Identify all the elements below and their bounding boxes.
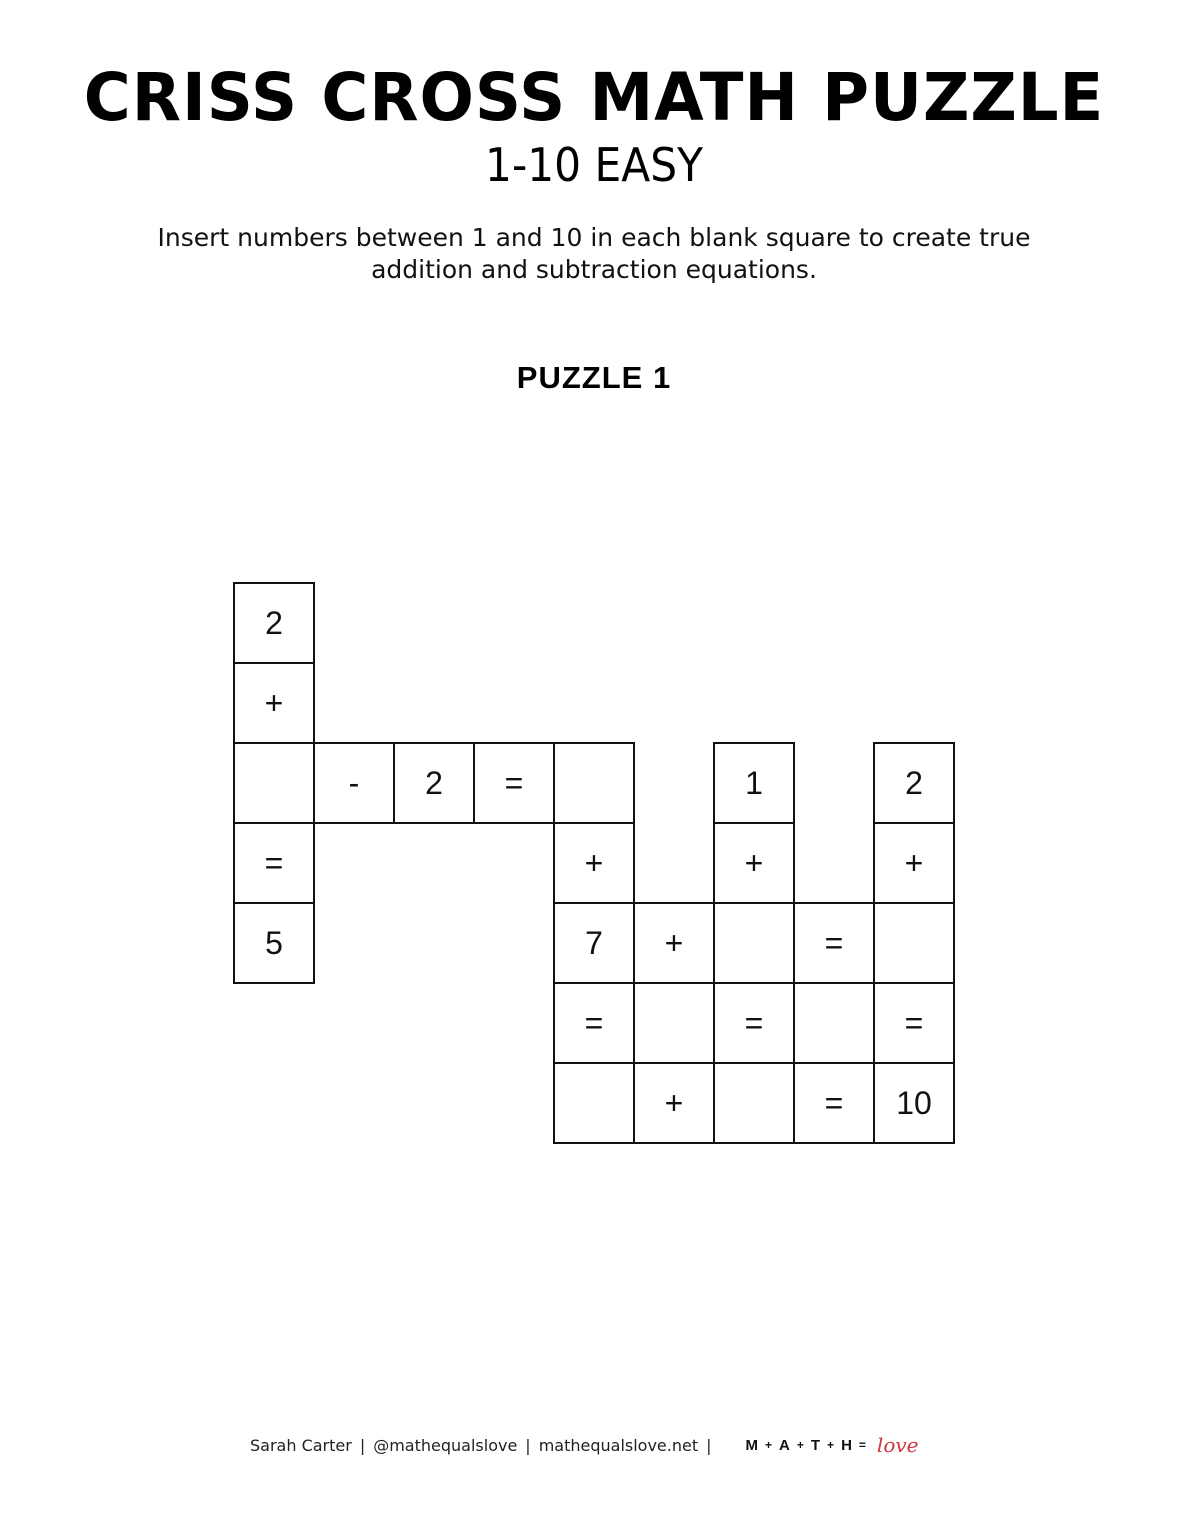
social-handle: @mathequalslove bbox=[373, 1435, 518, 1455]
blank-answer-cell-r4-c8[interactable] bbox=[873, 902, 955, 984]
given-number-cell-r4-c0: 5 bbox=[233, 902, 315, 984]
empty-cell-r5-c7 bbox=[793, 982, 875, 1064]
logo-plus: + bbox=[796, 1438, 805, 1452]
page-title: CRISS CROSS MATH PUZZLE bbox=[83, 59, 1105, 136]
logo-equals: = bbox=[858, 1438, 867, 1452]
given-number-cell-r6-c8: 10 bbox=[873, 1062, 955, 1144]
operator-cell-r4-c5: + bbox=[633, 902, 715, 984]
given-number-cell-r2-c8: 2 bbox=[873, 742, 955, 824]
footer bbox=[250, 1432, 919, 1458]
operator-cell-r3-c0: = bbox=[233, 822, 315, 904]
operator-cell-r2-c3: = bbox=[473, 742, 555, 824]
operator-cell-r2-c1: - bbox=[313, 742, 395, 824]
empty-cell-r5-c5 bbox=[633, 982, 715, 1064]
blank-answer-cell-r6-c6[interactable] bbox=[713, 1062, 795, 1144]
given-number-cell-r2-c2: 2 bbox=[393, 742, 475, 824]
page-subtitle: 1-10 EASY bbox=[485, 138, 703, 192]
logo-letter-h: H bbox=[841, 1436, 853, 1454]
operator-cell-r1-c0: + bbox=[233, 662, 315, 744]
operator-cell-r6-c5: + bbox=[633, 1062, 715, 1144]
footer-separator: | bbox=[706, 1435, 712, 1455]
operator-cell-r3-c8: + bbox=[873, 822, 955, 904]
math-equals-love-logo bbox=[746, 1433, 919, 1457]
operator-cell-r6-c7: = bbox=[793, 1062, 875, 1144]
logo-letter-a: A bbox=[779, 1436, 791, 1454]
blank-answer-cell-r2-c0[interactable] bbox=[233, 742, 315, 824]
operator-cell-r5-c6: = bbox=[713, 982, 795, 1064]
blank-answer-cell-r4-c6[interactable] bbox=[713, 902, 795, 984]
blank-answer-cell-r2-c4[interactable] bbox=[553, 742, 635, 824]
footer-separator: | bbox=[525, 1435, 531, 1455]
operator-cell-r3-c4: + bbox=[553, 822, 635, 904]
given-number-cell-r4-c4: 7 bbox=[553, 902, 635, 984]
operator-cell-r4-c7: = bbox=[793, 902, 875, 984]
operator-cell-r3-c6: + bbox=[713, 822, 795, 904]
website-link: mathequalslove.net bbox=[538, 1435, 699, 1455]
logo-letter-m: M bbox=[745, 1436, 759, 1454]
blank-answer-cell-r6-c4[interactable] bbox=[553, 1062, 635, 1144]
footer-separator: | bbox=[359, 1435, 366, 1455]
logo-plus: + bbox=[765, 1438, 774, 1452]
author-name: Sarah Carter bbox=[250, 1435, 352, 1455]
instructions-text: Insert numbers between 1 and 10 in each blank square to create true addition and subtraction equations. bbox=[157, 223, 1031, 284]
logo-plus: + bbox=[827, 1438, 836, 1452]
given-number-cell-r2-c6: 1 bbox=[713, 742, 795, 824]
puzzle-title: PUZZLE 1 bbox=[516, 360, 672, 395]
logo-love-script: love bbox=[876, 1433, 919, 1457]
logo-letter-t: T bbox=[810, 1436, 822, 1454]
puzzle-grid bbox=[233, 582, 956, 1144]
operator-cell-r5-c8: = bbox=[873, 982, 955, 1064]
given-number-cell-r0-c0: 2 bbox=[233, 582, 315, 664]
operator-cell-r5-c4: = bbox=[553, 982, 635, 1064]
